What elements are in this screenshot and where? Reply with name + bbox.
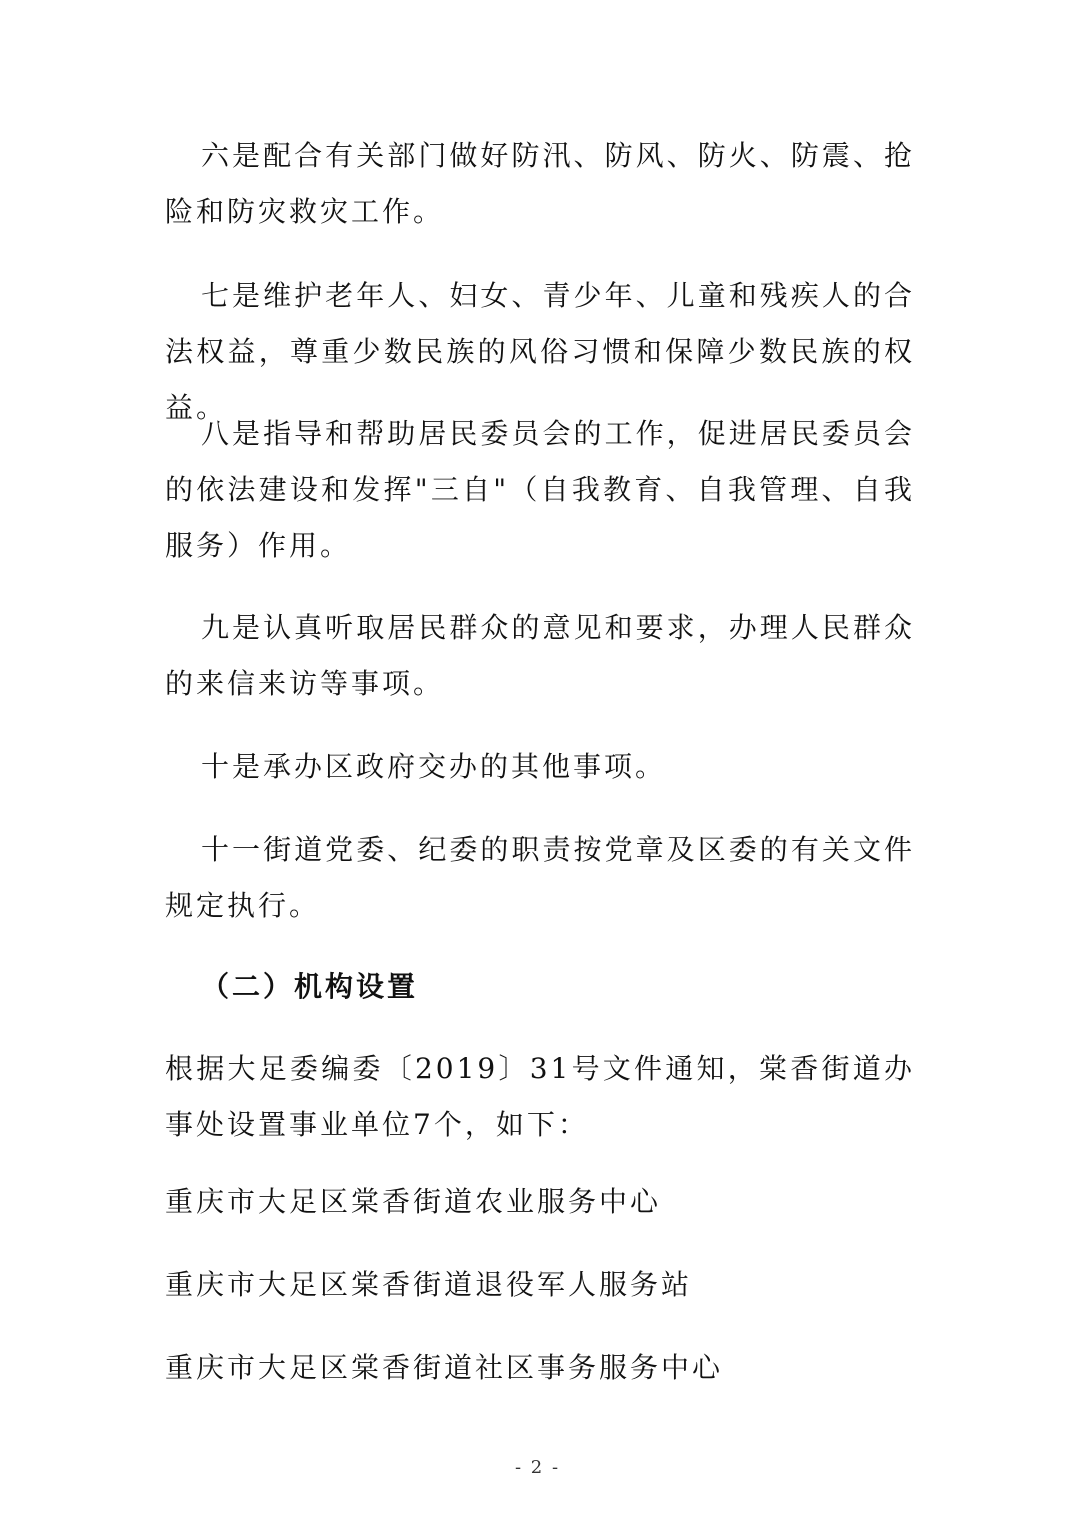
unit-list-item: 重庆市大足区棠香街道农业服务中心 — [165, 1185, 662, 1218]
paragraph-item-10: 十是承办区政府交办的其他事项。 — [201, 750, 667, 783]
intro-paragraph: 根据大足委编委〔2019〕31号文件通知，棠香街道办事处设置事业单位7个，如下： — [165, 1052, 915, 1141]
section-heading: （二）机构设置 — [201, 970, 419, 1003]
paragraph-item-9: 九是认真听取居民群众的意见和要求，办理人民群众的来信来访等事项。 — [165, 611, 915, 700]
page-number: - 2 - — [514, 1457, 561, 1478]
paragraph-item-7: 七是维护老年人、妇女、青少年、儿童和残疾人的合法权益，尊重少数民族的风俗习惯和保障少数民族的权益。 — [165, 279, 915, 424]
paragraph-item-8: 八是指导和帮助居民委员会的工作，促进居民委员会的依法建设和发挥"三自"（自我教育、自我管理、自我服务）作用。 — [165, 417, 915, 562]
paragraph-item-6: 六是配合有关部门做好防汛、防风、防火、防震、抢险和防灾救灾工作。 — [165, 139, 915, 228]
paragraph-item-11: 十一街道党委、纪委的职责按党章及区委的有关文件规定执行。 — [165, 833, 915, 922]
unit-list-item: 重庆市大足区棠香街道退役军人服务站 — [165, 1268, 693, 1301]
unit-list-item: 重庆市大足区棠香街道社区事务服务中心 — [165, 1351, 724, 1384]
